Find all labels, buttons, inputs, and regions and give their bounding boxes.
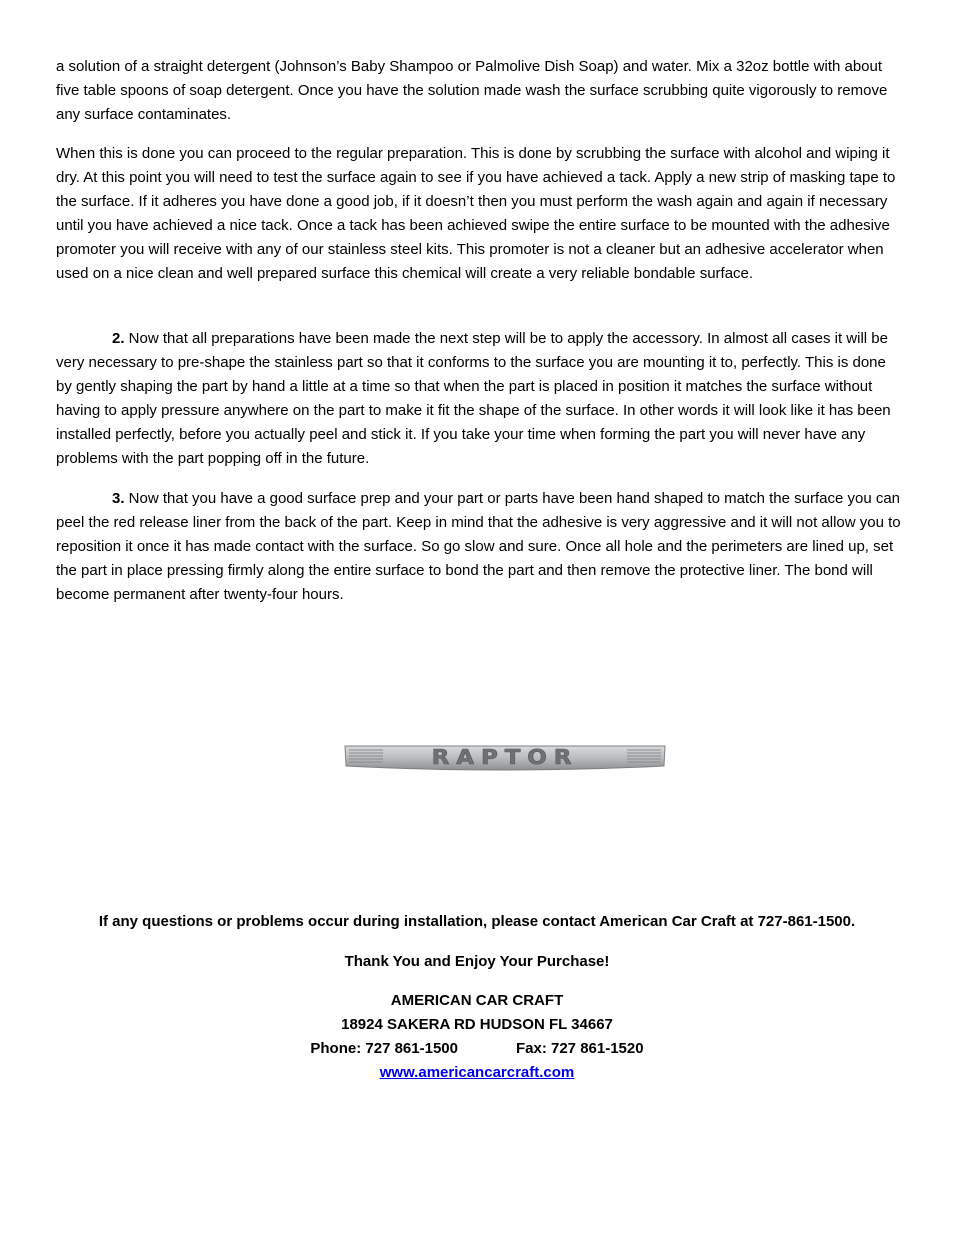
paragraph-wash-solution: a solution of a straight detergent (Johnson’s Baby Shampoo or Palmolive Dish Soap) and water. Mix a 32oz bottle with about five table spoons of soap detergent. Once you have the solution made wash the surface scrubbing quite vigorously to remove any surface contaminates. bbox=[56, 58, 888, 123]
paragraph-step-3 bbox=[56, 487, 902, 607]
step-3-number: 3. bbox=[112, 490, 125, 507]
paragraph-regular-preparation: When this is done you can proceed to the regular preparation. This is done by scrubbing the surface with alcohol and wiping it dry. At this point you will need to test the surface again to see if you have achieved a tack. Apply a new strip of masking tape to the surface. If it adheres you have done a good job, if it doesn’t then you must perform the wash again and again if necessary until you have achieved a nice tack. Once a tack has been achieved swipe the entire surface to be mounted with the adhesive promoter you will receive with any of our stainless steel kits. This promoter is not a cleaner but an adhesive accelerator when used on a nice clean and well prepared surface this chemical will create a very reliable bondable surface. bbox=[56, 145, 896, 282]
website-line bbox=[0, 1061, 954, 1085]
contact-line: If any questions or problems occur during installation, please contact American Car Craft at 727-861-1500. bbox=[98, 913, 856, 930]
company-address: 18924 SAKERA RD HUDSON FL 34667 bbox=[341, 1016, 613, 1033]
step-3-text: Now that you have a good surface prep and your part or parts have been hand shaped to match the surface you can peel the red release liner from the back of the part. Keep in mind that the adhesive is very aggressive and it will not allow you to reposition it once it has made contact with the surface. So go slow and sure. Once all hole and the perimeters are lined up, set the part in place pressing firmly along the entire surface to bond the part and then remove the protective liner. The bond will become permanent after twenty-four hours. bbox=[56, 490, 901, 603]
step-2-number: 2. bbox=[112, 330, 125, 347]
phone-number: Phone: 727 861-1500 bbox=[310, 1040, 458, 1057]
emblem-lettering: RAPTOR bbox=[431, 746, 579, 770]
company-name: AMERICAN CAR CRAFT bbox=[390, 992, 564, 1009]
website-link[interactable]: www.americancarcraft.com bbox=[379, 1064, 575, 1081]
thank-you-line: Thank You and Enjoy Your Purchase! bbox=[344, 953, 610, 970]
paragraph-step-2 bbox=[56, 327, 902, 471]
phone-fax-line bbox=[0, 1037, 954, 1061]
raptor-emblem-image bbox=[343, 744, 667, 772]
step-2-text: Now that all preparations have been made the next step will be to apply the accessory. In almost all cases it will be very necessary to pre-shape the stainless part so that it conforms to the surface you are mounting it to, perfectly. This is done by gently shaping the part by hand a little at a time so that when the part is placed in position it matches the surface without having to apply pressure anywhere on the part to make it fit the shape of the surface. In other words it will look like it has been installed perfectly, before you actually peel and stick it. If you take your time when forming the part you will never have any problems with the part popping off in the future. bbox=[56, 330, 891, 467]
fax-number: Fax: 727 861-1520 bbox=[515, 1040, 644, 1057]
